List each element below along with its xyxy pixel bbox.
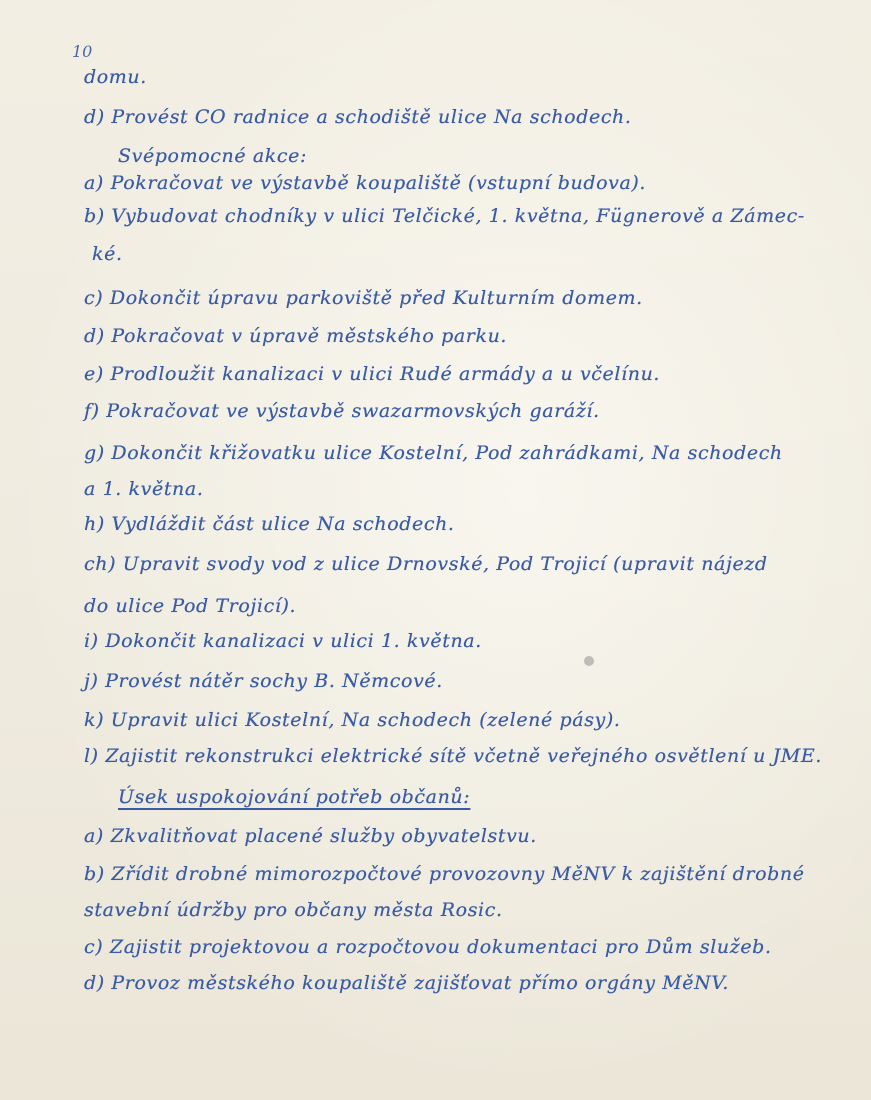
text-line: i) Dokončit kanalizaci v ulici 1. května.	[84, 630, 482, 652]
text-line: ch) Upravit svody vod z ulice Drnovské, Pod Trojicí (upravit nájezd	[84, 553, 768, 575]
text-line: j) Provést nátěr sochy B. Němcové.	[84, 670, 443, 692]
text-line: e) Prodloužit kanalizaci v ulici Rudé armády a u včelínu.	[84, 363, 661, 385]
text-line: stavební údržby pro občany města Rosic.	[84, 899, 503, 921]
text-line: c) Dokončit úpravu parkoviště před Kulturním domem.	[84, 287, 643, 309]
page-number: 10	[72, 42, 93, 61]
text-line: b) Zřídit drobné mimorozpočtové provozovny MěNV k zajištění drobné	[84, 863, 805, 885]
text-line: ké.	[92, 243, 123, 265]
text-line: l) Zajistit rekonstrukci elektrické sítě včetně veřejného osvětlení u JME.	[84, 745, 823, 767]
text-line: a) Zkvalitňovat placené služby obyvatelstvu.	[84, 825, 537, 847]
section-heading: Svépomocné akce:	[118, 145, 307, 167]
text-line: g) Dokončit křižovatku ulice Kostelní, Pod zahrádkami, Na schodech	[84, 442, 783, 464]
ink-smudge	[584, 656, 594, 666]
text-line: k) Upravit ulici Kostelní, Na schodech (zelené pásy).	[84, 709, 621, 731]
text-line: do ulice Pod Trojicí).	[84, 595, 297, 617]
text-line: d) Provoz městského koupaliště zajišťovat přímo orgány MěNV.	[84, 972, 729, 994]
text-line: domu.	[84, 66, 147, 88]
text-line: d) Pokračovat v úpravě městského parku.	[84, 325, 508, 347]
section-heading: Úsek uspokojování potřeb občanů:	[118, 786, 471, 808]
text-line: a) Pokračovat ve výstavbě koupaliště (vstupní budova).	[84, 172, 647, 194]
text-line: d) Provést CO radnice a schodiště ulice Na schodech.	[84, 106, 632, 128]
text-line: h) Vydláždit část ulice Na schodech.	[84, 513, 455, 535]
text-line: c) Zajistit projektovou a rozpočtovou dokumentaci pro Dům služeb.	[84, 936, 772, 958]
text-line: a 1. května.	[84, 478, 204, 500]
text-line: b) Vybudovat chodníky v ulici Telčické, 1. května, Fügnerově a Zámec-	[84, 205, 805, 227]
text-line: f) Pokračovat ve výstavbě swazarmovských garáží.	[84, 400, 600, 422]
